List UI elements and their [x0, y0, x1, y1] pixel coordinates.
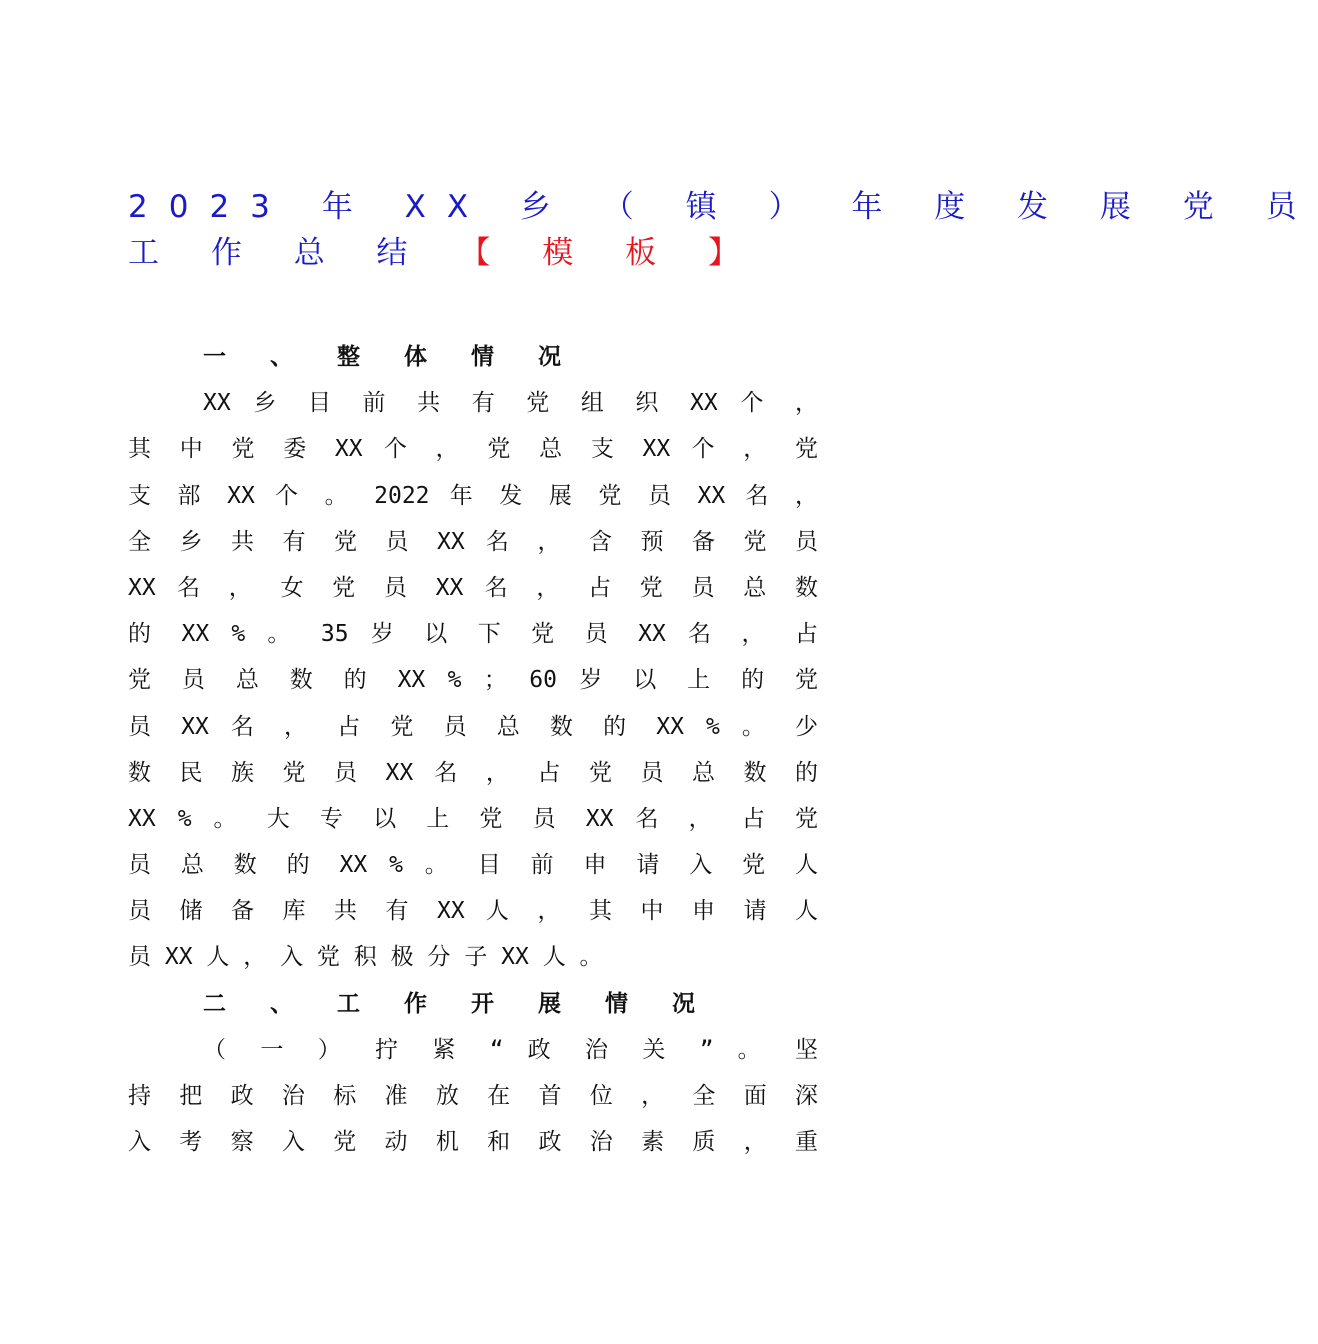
title-line-1: 2023 年 XX 乡 （ 镇 ） 年 度 发 展 党 员: [128, 189, 1318, 225]
template-tag: 【 模 板 】: [459, 235, 760, 272]
section-1-heading: 一 、 整 体 情 况: [203, 344, 580, 370]
paragraph-line: 的 XX % 。 35 岁 以 下 党 员 XX 名 ， 占: [128, 621, 818, 648]
paragraph-line: 持 把 政 治 标 准 放 在 首 位 ， 全 面 深: [128, 1083, 818, 1109]
paragraph-line: 其 中 党 委 XX 个 ， 党 总 支 XX 个 ， 党: [128, 436, 818, 463]
section-2-heading: 二 、 工 作 开 展 情 况: [203, 990, 714, 1017]
paragraph-line: 支 部 XX 个 。 2022 年 发 展 党 员 XX 名 ，: [128, 482, 818, 509]
paragraph-line: 员 储 备 库 共 有 XX 人 ， 其 中 申 请 人: [128, 898, 818, 925]
paragraph-line: 数 民 族 党 员 XX 名 ， 占 党 员 总 数 的: [128, 759, 818, 786]
paragraph-line: 员 总 数 的 XX % 。 目 前 申 请 入 党 人: [128, 852, 818, 879]
document-title: [128, 184, 1318, 276]
paragraph-line: XX % 。 大 专 以 上 党 员 XX 名 ， 占 党: [128, 805, 818, 832]
paragraph-line: 入 考 察 入 党 动 机 和 政 治 素 质 ， 重: [128, 1129, 818, 1156]
paragraph-line: （ 一 ） 拧 紧 “ 政 治 关 ” 。 坚: [203, 1036, 818, 1063]
paragraph-line: 党 员 总 数 的 XX % ； 60 岁 以 上 的 党: [128, 667, 818, 694]
paragraph-line: 全 乡 共 有 党 员 XX 名 ， 含 预 备 党 员: [128, 528, 818, 555]
paragraph-line: XX 名 ， 女 党 员 XX 名 ， 占 党 员 总 数: [128, 574, 818, 601]
paragraph-line: XX 乡 目 前 共 有 党 组 织 XX 个 ，: [203, 390, 818, 417]
paragraph-line: 员 XX 人 ， 入 党 积 极 分 子 XX 人 。: [128, 944, 603, 971]
title-line-2: [128, 230, 818, 276]
paragraph-line: 员 XX 名 ， 占 党 员 总 数 的 XX % 。 少: [128, 713, 818, 740]
document-body: [128, 334, 818, 1165]
title-line-2-main: 工 作 总 结: [128, 235, 460, 272]
